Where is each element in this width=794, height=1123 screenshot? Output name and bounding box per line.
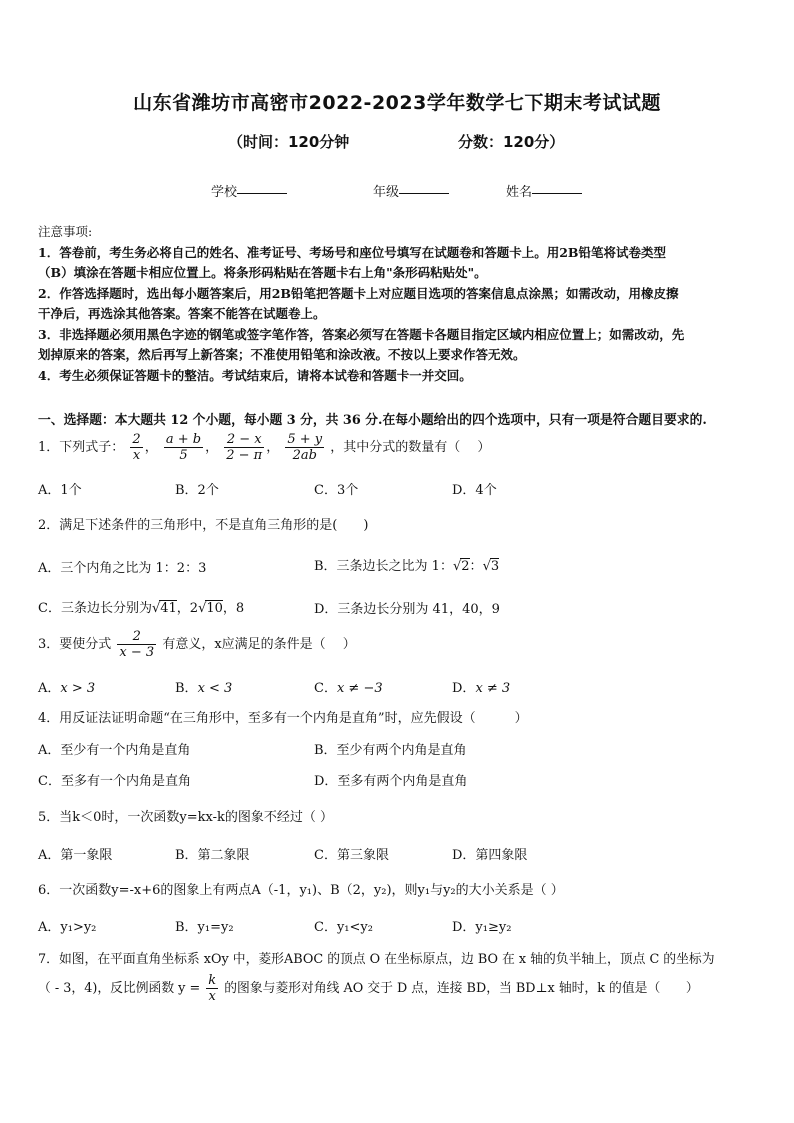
option-label: C． — [314, 681, 337, 696]
q2-b-text: B．三条边长之比为 1： — [314, 559, 453, 574]
q1-option-a: A．1个 — [38, 483, 82, 498]
q1-stem-post: ，其中分式的数量有（ ） — [330, 440, 491, 455]
question-6-stem: 6．一次函数y=-x+6的图象上有两点A（-1，y₁)、B（2，y₂)，则y₁与y₂的大小关系是（ ） — [38, 883, 564, 898]
notes-block — [38, 222, 760, 386]
question-7-line1: 7．如图，在平面直角坐标系 xOy 中，菱形ABOC 的顶点 O 在坐标原点，边 BO 在 x 轴的负半轴上，顶点 C 的坐标为 — [38, 952, 715, 967]
question-3-stem — [38, 629, 356, 660]
q2-c-radicand: 10 — [206, 601, 223, 616]
question-4-stem: 4．用反证法证明命题“在三角形中，至多有一个内角是直角”时，应先假设（ ） — [38, 711, 528, 726]
note-line: 干净后，再选涂其他答案。答案不能答在试题卷上。 — [38, 306, 326, 321]
q4-option-b: B．至少有两个内角是直角 — [314, 743, 467, 758]
school-field — [211, 181, 237, 200]
note-line: 2．作答选择题时，选出每小题答案后，用2B铅笔把答题卡上对应题目选项的答案信息点涂黑；如需改动，用橡皮擦 — [38, 285, 679, 301]
question-2-stem: 2．满足下述条件的三角形中，不是直角三角形的是( ) — [38, 518, 369, 533]
q2-b-sep: ： — [469, 559, 483, 574]
name-label: 姓名 — [506, 185, 533, 200]
option-expr: x > 3 — [60, 681, 96, 696]
q1-fraction — [164, 432, 203, 463]
note-line: （B）填涂在答题卡相应位置上。将条形码粘贴在答题卡右上角"条形码粘贴处"。 — [38, 265, 487, 280]
q1-option-d: D．4个 — [452, 483, 497, 498]
grade-field — [373, 181, 399, 200]
q7-line2-pre: （ - 3，4)，反比例函数 y = — [38, 981, 201, 996]
q1-option-b: B．2个 — [175, 483, 219, 498]
q3-fraction — [117, 629, 156, 660]
q1-stem-pre: 1．下列式子： — [38, 440, 125, 455]
note-line: 划掉原来的答案，然后再写上新答案；不准使用铅笔和涂改液。不按以上要求作答无效。 — [38, 347, 526, 362]
option-expr: x ≠ 3 — [475, 681, 511, 696]
page-title: 山东省潍坊市高密市2022-2023学年数学七下期末考试试题 — [133, 92, 661, 114]
q3-frac-num: 2 — [132, 629, 141, 644]
sqrt-sign: √ — [198, 601, 207, 616]
q6-option-a: A．y₁>y₂ — [38, 920, 97, 935]
option-expr: x < 3 — [197, 681, 233, 696]
q1-frac-den: x — [130, 447, 142, 463]
option-label: D． — [452, 681, 476, 696]
q5-option-d: D．第四象限 — [452, 848, 528, 863]
sqrt-sign: √ — [151, 601, 161, 616]
question-7-line2 — [38, 973, 699, 1004]
note-line: 4．考生必须保证答题卡的整洁。考试结束后，请将本试卷和答题卡一并交回。 — [38, 367, 472, 383]
school-blank — [237, 181, 287, 194]
q7-fraction — [206, 973, 218, 1004]
q4-option-a: A．至少有一个内角是直角 — [38, 743, 191, 758]
q6-option-d: D．y₁≥y₂ — [452, 920, 512, 935]
sqrt-sign: √ — [452, 559, 462, 574]
name-blank — [532, 181, 582, 194]
q7-frac-den: x — [206, 988, 218, 1004]
q4-option-c: C．至多有一个内角是直角 — [38, 774, 191, 789]
q3-pre: 3．要使分式 — [38, 637, 112, 652]
q2-c-sep: ，2 — [176, 601, 199, 616]
q1-frac-num: 5 + y — [287, 432, 323, 447]
q4-option-d: D．至多有两个内角是直角 — [314, 774, 468, 789]
q1-fraction — [285, 432, 324, 463]
sqrt-sign: √ — [482, 559, 491, 574]
q5-option-b: B．第二象限 — [175, 848, 250, 863]
q1-frac-num: 2 — [132, 432, 141, 447]
notes-heading: 注意事项: — [38, 224, 93, 239]
q2-option-c — [38, 597, 244, 616]
option-expr: x ≠ −3 — [336, 681, 383, 696]
exam-time: （时间：120分钟 — [228, 133, 350, 151]
q6-option-c: C．y₁<y₂ — [314, 920, 373, 935]
question-5-stem: 5．当k＜0时，一次函数y=kx-k的图象不经过（ ） — [38, 810, 334, 825]
q3-option-d — [452, 677, 510, 696]
q5-option-a: A．第一象限 — [38, 848, 113, 863]
option-label: B． — [175, 681, 198, 696]
q3-option-b — [175, 677, 232, 696]
section-heading: 一、选择题：本大题共 12 个小题，每小题 3 分，共 36 分.在每小题给出的四个选项中，只有一项是符合题目要求的. — [38, 413, 707, 428]
question-1-stem: 1．下列式子： $\frac{2}{x}$ ， $\frac{a + b}{5}$ ， $\frac{2 - x}{2 - \pi}$ ， $\frac{5 + y}{2ab}$ ，其中分式的数量有（ ） — [38, 432, 491, 463]
q6-option-b: B．y₁=y₂ — [175, 920, 234, 935]
q1-frac-den: 2 − π — [226, 448, 263, 463]
grade-label: 年级 — [373, 185, 400, 200]
q1-fraction — [130, 432, 142, 463]
q1-frac-den: 2ab — [285, 447, 324, 463]
q1-frac-num: 2 − x — [226, 432, 262, 447]
name-field — [506, 181, 532, 200]
option-label: A． — [38, 681, 61, 696]
q2-option-a: A．三个内角之比为 1：2：3 — [38, 561, 207, 576]
q1-frac-den: 5 — [164, 447, 203, 463]
q3-frac-den: x − 3 — [119, 645, 155, 660]
exam-score: 分数：120分） — [458, 133, 565, 151]
q7-frac-num: k — [208, 973, 217, 988]
q3-option-a — [38, 677, 95, 696]
q1-option-c: C．3个 — [314, 483, 359, 498]
q5-option-c: C．第三象限 — [314, 848, 389, 863]
school-label: 学校 — [211, 185, 238, 200]
q3-option-c — [314, 677, 383, 696]
q3-post: 有意义，x应满足的条件是（ ） — [162, 637, 356, 652]
q7-line2-post: 的图象与菱形对角线 AO 交于 D 点，连接 BD，当 BD⊥x 轴时，k 的值是（ ） — [224, 981, 699, 996]
q2-c-post: ，8 — [222, 601, 245, 616]
grade-blank — [399, 181, 449, 194]
q2-option-d: D．三条边长分别为 41，40，9 — [314, 602, 500, 617]
q2-option-b — [314, 555, 499, 574]
q2-c-radicand: 41 — [160, 601, 177, 616]
note-line: 3．非选择题必须用黑色字迹的钢笔或签字笔作答，答案必须写在答题卡各题目指定区域内相应位置上；如需改动，先 — [38, 326, 685, 342]
q1-frac-num: a + b — [165, 432, 202, 447]
q2-c-text: C．三条边长分别为 — [38, 601, 152, 616]
q2-b-radicand: 3 — [490, 559, 500, 574]
q1-fraction — [224, 432, 264, 463]
note-line: 1．答卷前，考生务必将自己的姓名、准考证号、考场号和座位号填写在试题卷和答题卡上。用2B铅笔将试卷类型 — [38, 244, 666, 260]
q2-b-radicand: 2 — [461, 559, 470, 574]
